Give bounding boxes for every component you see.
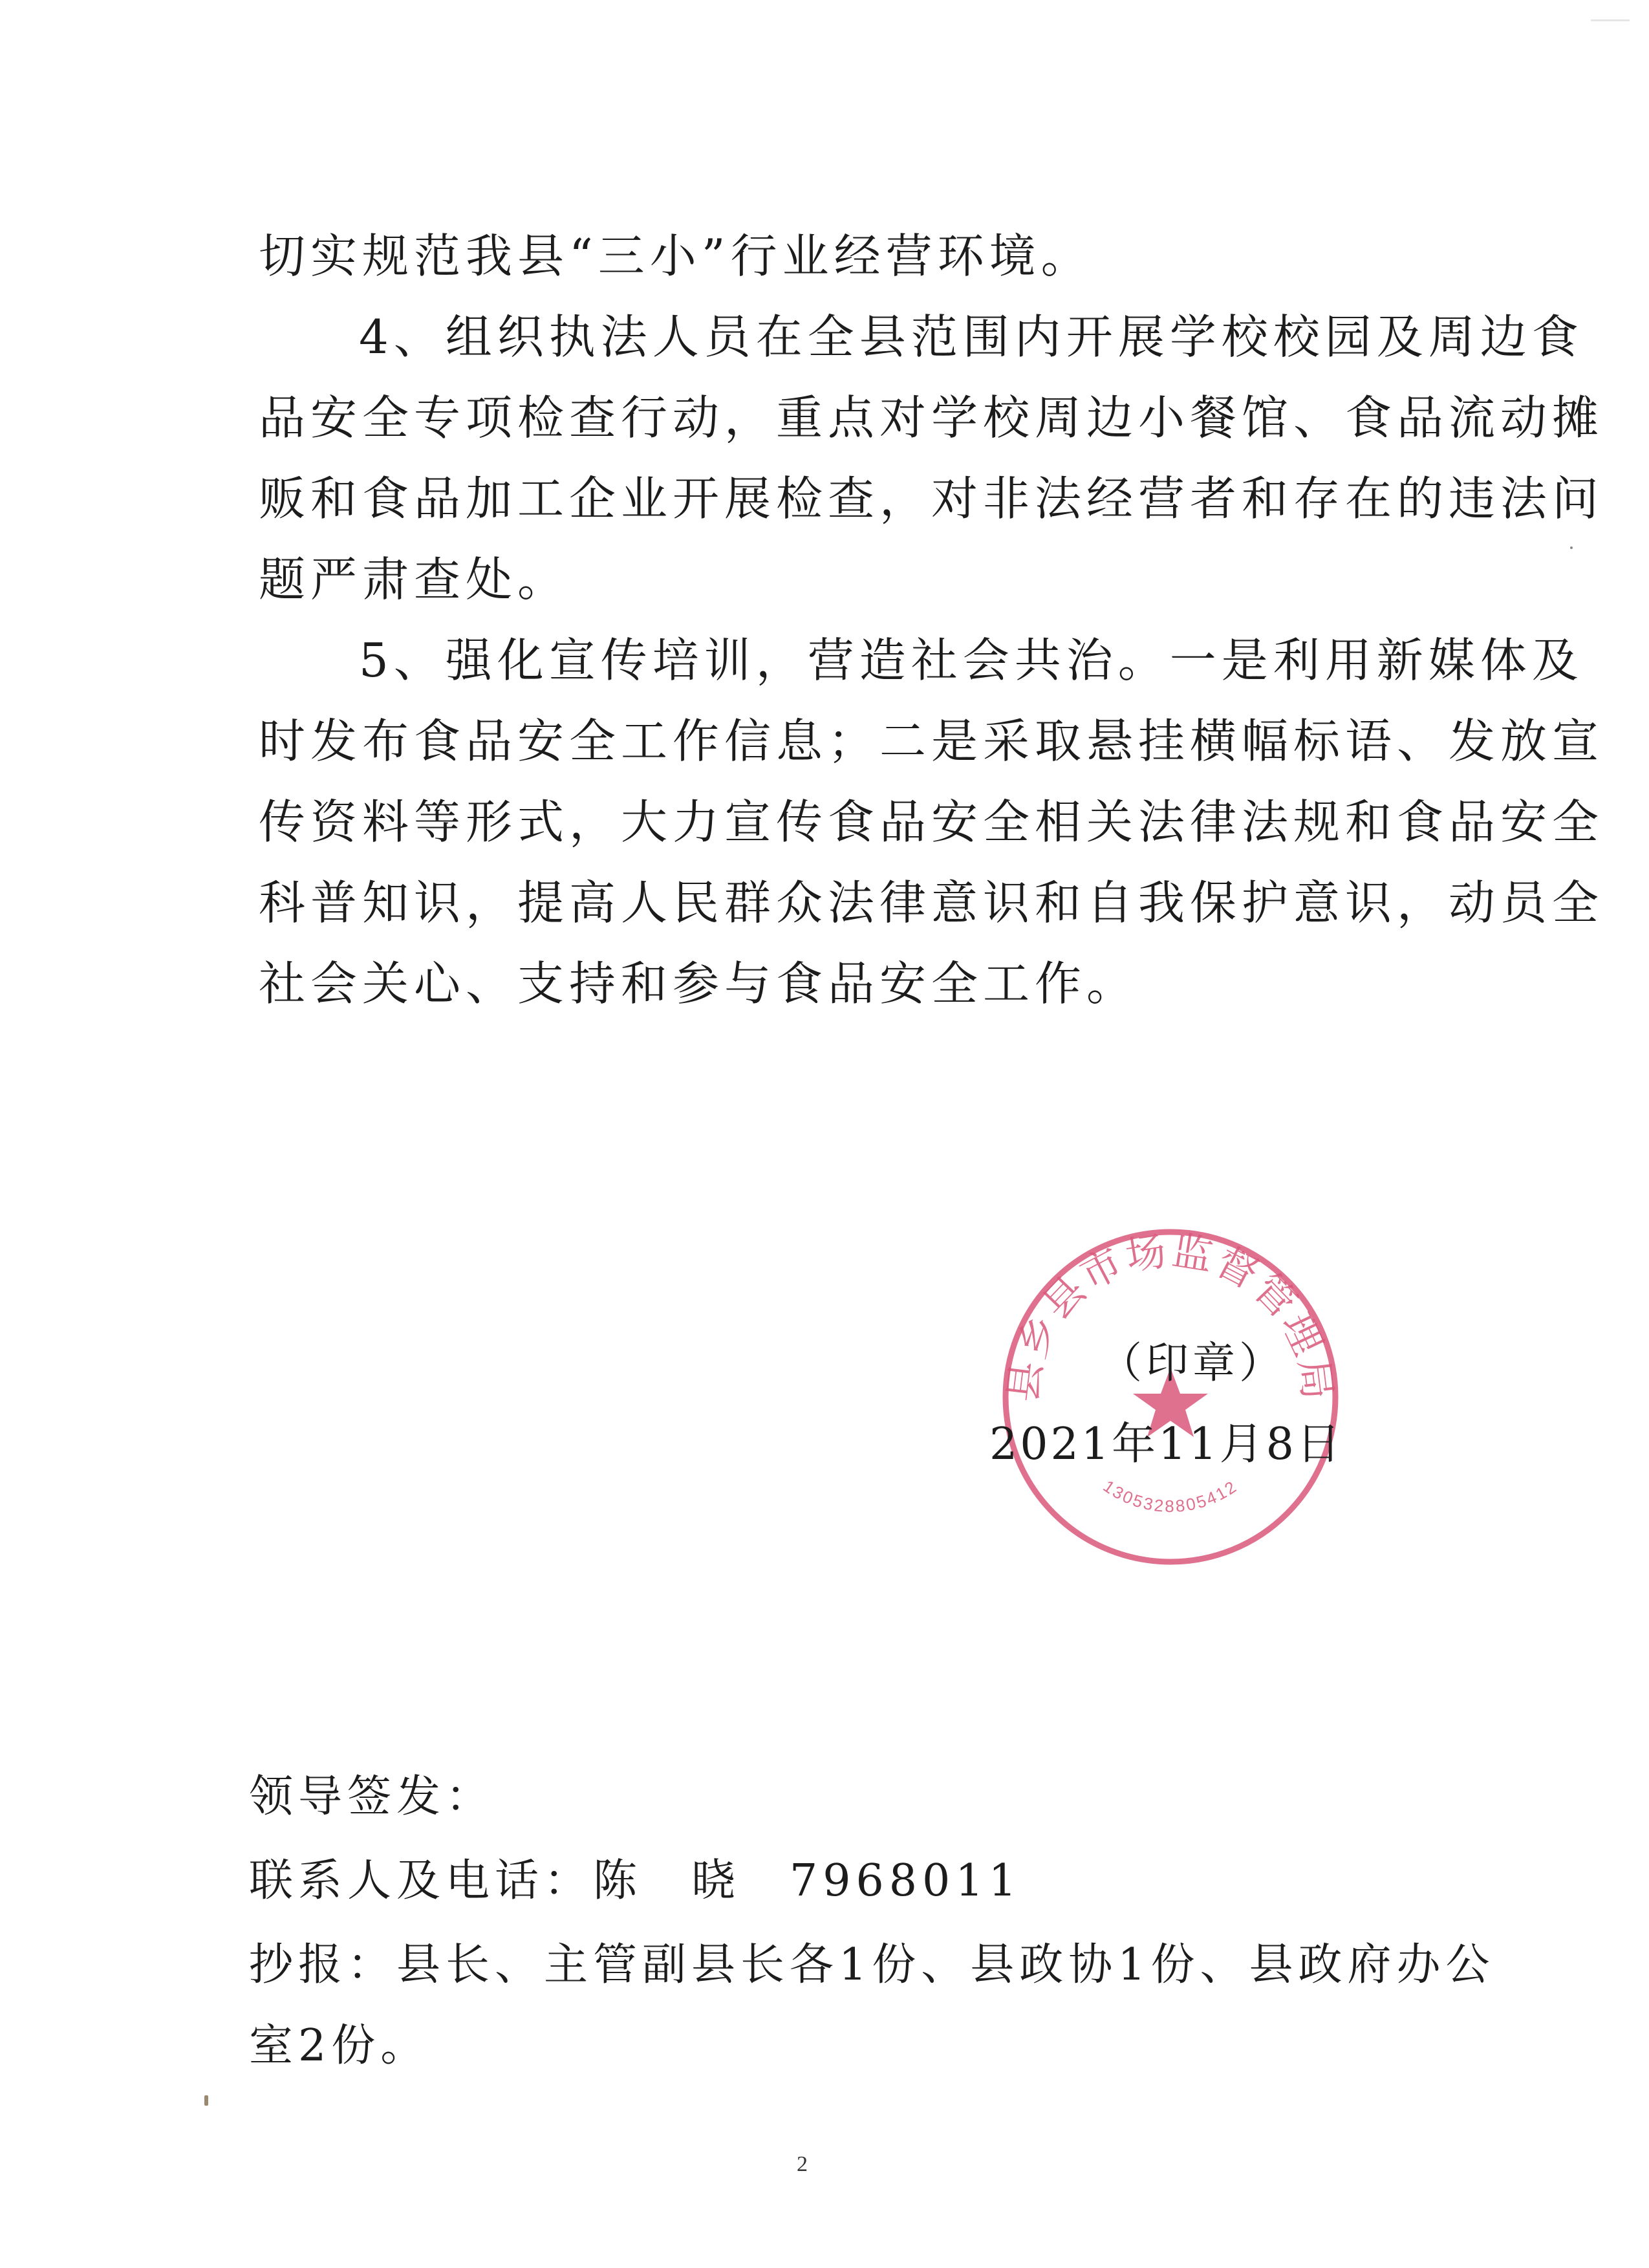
contact-info: 联系人及电话：陈 晓 7968011 bbox=[249, 1855, 1022, 1906]
body-line-4: 贩和食品加工企业开展检查，对非法经营者和存在的违法问 bbox=[259, 471, 1604, 526]
body-line-9: 科普知识，提高人民群众法律意识和自我保护意识，动员全 bbox=[259, 876, 1604, 930]
body-line-10: 社会关心、支持和参与食品安全工作。 bbox=[259, 956, 1139, 1011]
seal-caption: （印章） bbox=[1099, 1338, 1286, 1388]
body-line-3: 品安全专项检查行动，重点对学校周边小餐馆、食品流动摊 bbox=[259, 391, 1604, 445]
page-number: 2 bbox=[797, 2152, 808, 2176]
body-line-6: 5、强化宣传培训，营造社会共治。一是利用新媒体及 bbox=[359, 633, 1584, 687]
copy-to-line-2: 室2份。 bbox=[249, 2020, 430, 2071]
sign-off-label: 领导签发： bbox=[249, 1771, 495, 1822]
copy-to-line-1: 抄报：县长、主管副县长各1份、县政协1份、县政府办公 bbox=[249, 1939, 1495, 1991]
body-line-1: 切实规范我县“三小”行业经营环境。 bbox=[259, 229, 1093, 283]
body-line-8: 传资料等形式，大力宣传食品安全相关法律法规和食品安全 bbox=[259, 795, 1604, 849]
body-line-2: 4、组织执法人员在全县范围内开展学校校园及周边食 bbox=[359, 310, 1584, 364]
seal-code: 1305328805412 bbox=[1099, 1476, 1242, 1516]
seal-org-text: 县乡县市场监督管理局 bbox=[998, 1226, 1342, 1405]
seal-graphic bbox=[989, 1216, 1352, 1578]
official-seal bbox=[989, 1216, 1352, 1578]
scan-speck bbox=[1570, 546, 1573, 549]
document-date: 2021年11月8日 bbox=[989, 1419, 1343, 1470]
scan-speck bbox=[204, 2095, 208, 2106]
body-line-5: 题严肃查处。 bbox=[259, 552, 570, 607]
scan-edge-mark bbox=[1591, 19, 1630, 21]
body-line-7: 时发布食品安全工作信息；二是采取悬挂横幅标语、发放宣 bbox=[259, 714, 1604, 768]
